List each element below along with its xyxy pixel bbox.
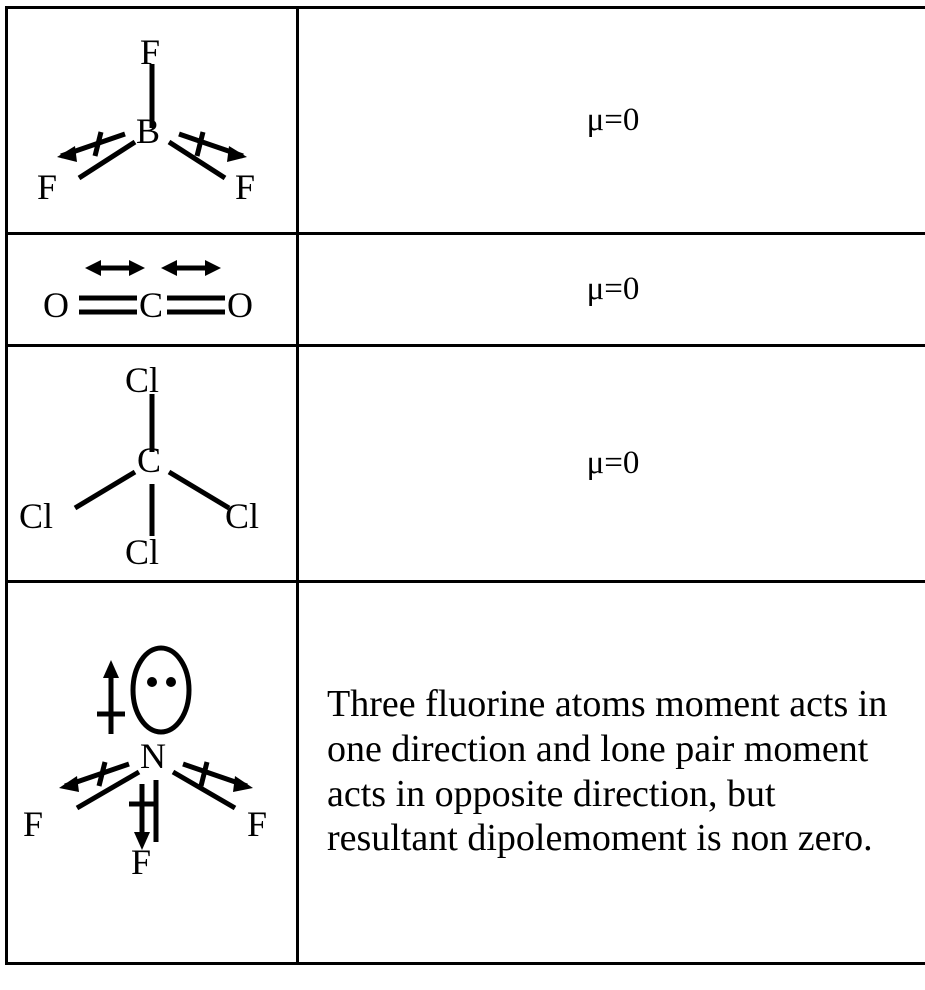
atom-label-n-center: N [140,738,166,774]
atom-label-o-left: O [43,287,69,323]
atom-label-f-left: F [23,806,43,842]
structure-cell-co2 [7,234,298,346]
dipole-value: μ=0 [299,101,925,141]
atom-label-cl-top: Cl [125,362,159,398]
atom-label-cl-bottom: Cl [125,534,159,570]
atom-label-cl-right: Cl [225,498,259,534]
carbon-dioxide-structure [27,240,277,340]
atom-label-f-right: F [235,169,255,205]
atom-label-f-left: F [37,169,57,205]
dipole-moment-table [5,6,925,965]
atom-label-f-top: F [140,34,160,70]
note-cell-co2 [298,234,925,346]
dipole-moment-table-figure [0,6,925,990]
structure-cell-nf3 [7,582,298,964]
dipole-value: μ=0 [299,444,925,484]
note-cell-ccl4 [298,346,925,582]
carbon-tetrachloride-structure [13,352,291,576]
note-cell-nf3 [298,582,925,964]
table-row [7,234,925,346]
dipole-value: μ=0 [299,270,925,310]
atom-label-c-center: C [139,287,163,323]
table-row [7,346,925,582]
atom-label-o-right: O [227,287,253,323]
table-row [7,582,925,964]
atom-label-f-bottom: F [131,844,151,880]
atom-label-cl-left: Cl [19,498,53,534]
atom-label-c-center: C [137,442,161,478]
table-row [7,8,925,234]
explanation-text: Three fluorine atoms moment acts in one direction and lone pair moment acts in opposite direction, but resultant dipolemoment is non zero. [299,672,925,873]
structure-cell-ccl4 [7,346,298,582]
nitrogen-trifluoride-structure [13,638,291,908]
boron-trifluoride-structure [17,16,287,226]
atom-label-f-right: F [247,806,267,842]
structure-cell-bf3 [7,8,298,234]
note-cell-bf3 [298,8,925,234]
atom-label-b-center: B [136,113,160,149]
